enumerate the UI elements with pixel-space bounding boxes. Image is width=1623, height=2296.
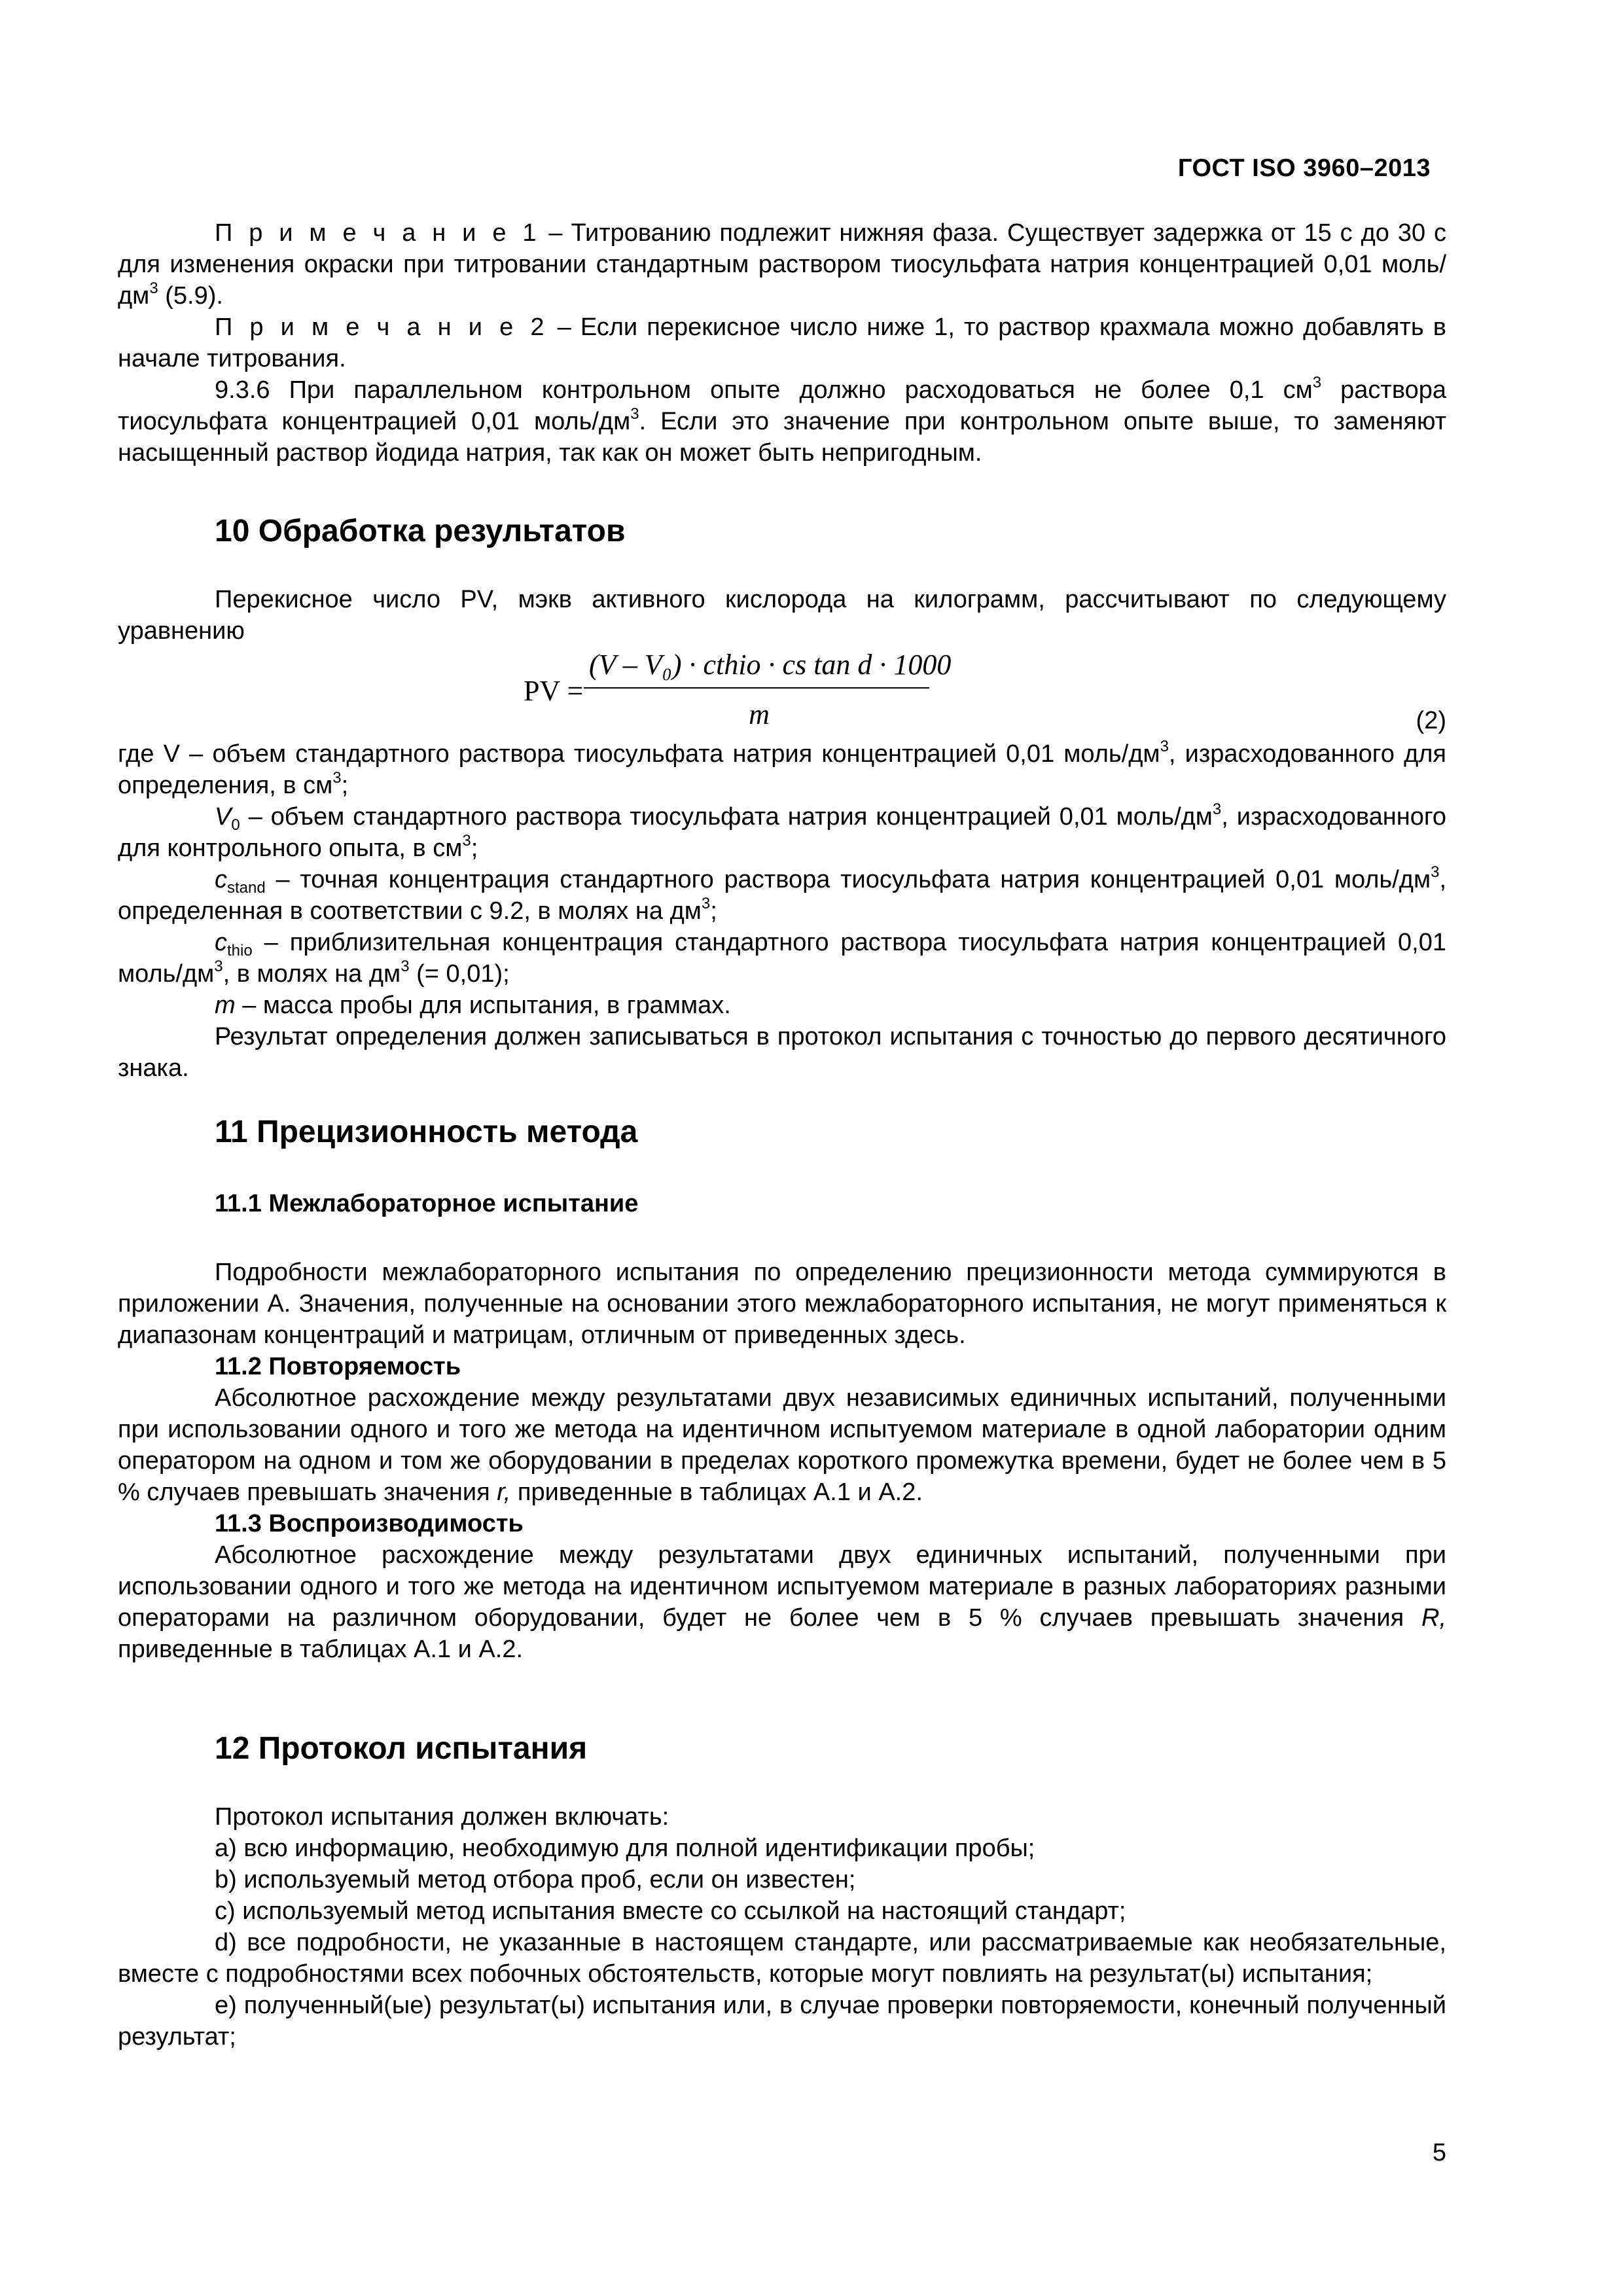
list-item: c) используемый метод испытания вместе со ссылкой на настоящий стандарт; — [215, 1897, 1126, 1925]
section-10-intro: Перекисное число PV, мэкв активного кислорода на килограмм, рассчитывают по следующему уравнению — [118, 586, 1446, 645]
section-12-intro: Протокол испытания должен включать: — [215, 1803, 669, 1831]
section-11-3-text: Абсолютное расхождение между результатами двух единичных испытаний, полученными при использовании одного и того же метода на идентичном испытуемом материале в разных лабораториях разными операторами на различном оборудовании, будет не более чем в 5 % случаев превышать значения R, приведенные в таблицах А.1 и А.2. — [118, 1541, 1446, 1663]
pv-formula — [524, 648, 1047, 733]
section-12-title: 12 Протокол испытания — [215, 1731, 588, 1766]
result-precision-text: Результат определения должен записываться в протокол испытания с точностью до первого десятичного знака. — [118, 1023, 1446, 1082]
formula-legend — [118, 738, 1446, 1084]
section-10-title: 10 Обработка результатов — [215, 514, 626, 548]
list-item: е) полученный(ые) результат(ы) испытания или, в случае проверки повторяемости, конечный полученный результат; — [118, 1992, 1446, 2051]
section-11-1-title: 11.1 Межлабораторное испытание — [215, 1190, 639, 1217]
section-11-2-text: Абсолютное расхождение между результатами двух независимых единичных испытаний, полученными при использовании одного и того же метода на идентичном испытуемом материале в одной лаборатории одним оператором на одном и том же оборудовании в пределах короткого промежутка времени, будет не более чем в 5 % случаев превышать значения r, приведенные в таблицах А.1 и А.2. — [118, 1384, 1446, 1506]
formula-denominator: m — [749, 698, 770, 730]
paragraph-9-3-6: 9.3.6 При параллельном контрольном опыте должно расходоваться не более 0,1 $см^3$ раствора тиосульфата концентрацией 0,01 моль/$дм^3$. Если это значение при контрольном опыте выше, то заменяют насыщенный раствор йодида натрия, так как он может быть непригодным. — [118, 374, 1447, 467]
document-header: ГОСТ ISO 3960–2013 — [1177, 154, 1431, 182]
section-11-title: 11 Прецизионность метода — [215, 1115, 638, 1149]
notes-block — [118, 217, 1446, 469]
legend-V: где V – объем стандартного раствора тиосульфата натрия концентрацией 0,01 моль/$дм^3$, израсходованного для определения, в $см^3$; — [118, 738, 1446, 799]
section-11-3-title: 11.3 Воспроизводимость — [215, 1510, 524, 1537]
note-2: П р и м е ч а н и е 2 – Если перекисное число ниже 1, то раствор крахмала можно добавлять в начале титрования. — [118, 314, 1446, 372]
legend-m: m – масса пробы для испытания, в граммах. — [215, 992, 731, 1019]
list-item: а) всю информацию, необходимую для полной идентификации пробы; — [215, 1835, 1035, 1862]
note-1: П р и м е ч а н и е 1 – Титрованию подлежит нижняя фаза. Существует задержка от 15 с до 30 с для изменения окраски при титровании стандартным раствором тиосульфата натрия концентрацией 0,01 моль/$дм^3$ (5.9). — [118, 219, 1446, 310]
list-item: b) используемый метод отбора проб, если он известен; — [215, 1866, 856, 1893]
section-11-body — [118, 1257, 1446, 1665]
equation-number: (2) — [1416, 707, 1446, 734]
list-item: d) все подробности, не указанные в настоящем стандарте, или рассматриваемые как необязательные, вместе с подробностями всех побочных обстоятельств, которые могут повлиять на результат(ы) испытания; — [118, 1929, 1446, 1988]
legend-V0: $V_0$ – объем стандартного раствора тиосульфата натрия концентрацией 0,01 моль/$дм^3$, израсходованного для контрольного опыта, в $см^3$; — [118, 800, 1446, 862]
section-11-1-text: Подробности межлабораторного испытания по определению прецизионности метода суммируются в приложении А. Значения, полученные на основании этого межлабораторного испытания, не могут применяться к диапазонам концентраций и матрицам, отличным от приведенных здесь. — [118, 1259, 1446, 1349]
section-11-2-title: 11.2 Повторяемость — [215, 1353, 461, 1380]
legend-cstand: $c_{stand}$ – точная концентрация стандартного раствора тиосульфата натрия концентрацией 0,01 моль/$дм^3$, определенная в соответствии с 9.2, в молях на $дм^3$; — [118, 863, 1446, 925]
page-number: 5 — [1432, 2139, 1446, 2166]
formula-numerator: (V – V₀) · cthio · cs tan d · 1000 — [589, 649, 952, 681]
fraction-bar — [584, 687, 929, 689]
formula-lhs: PV = — [524, 675, 584, 707]
section-12-body — [118, 1801, 1446, 2053]
legend-cthio: $c_{thio}$ – приблизительная концентрация стандартного раствора тиосульфата натрия концентрацией 0,01 моль/$дм^3$, в молях на $дм^3$ (= 0,01); — [118, 929, 1446, 988]
